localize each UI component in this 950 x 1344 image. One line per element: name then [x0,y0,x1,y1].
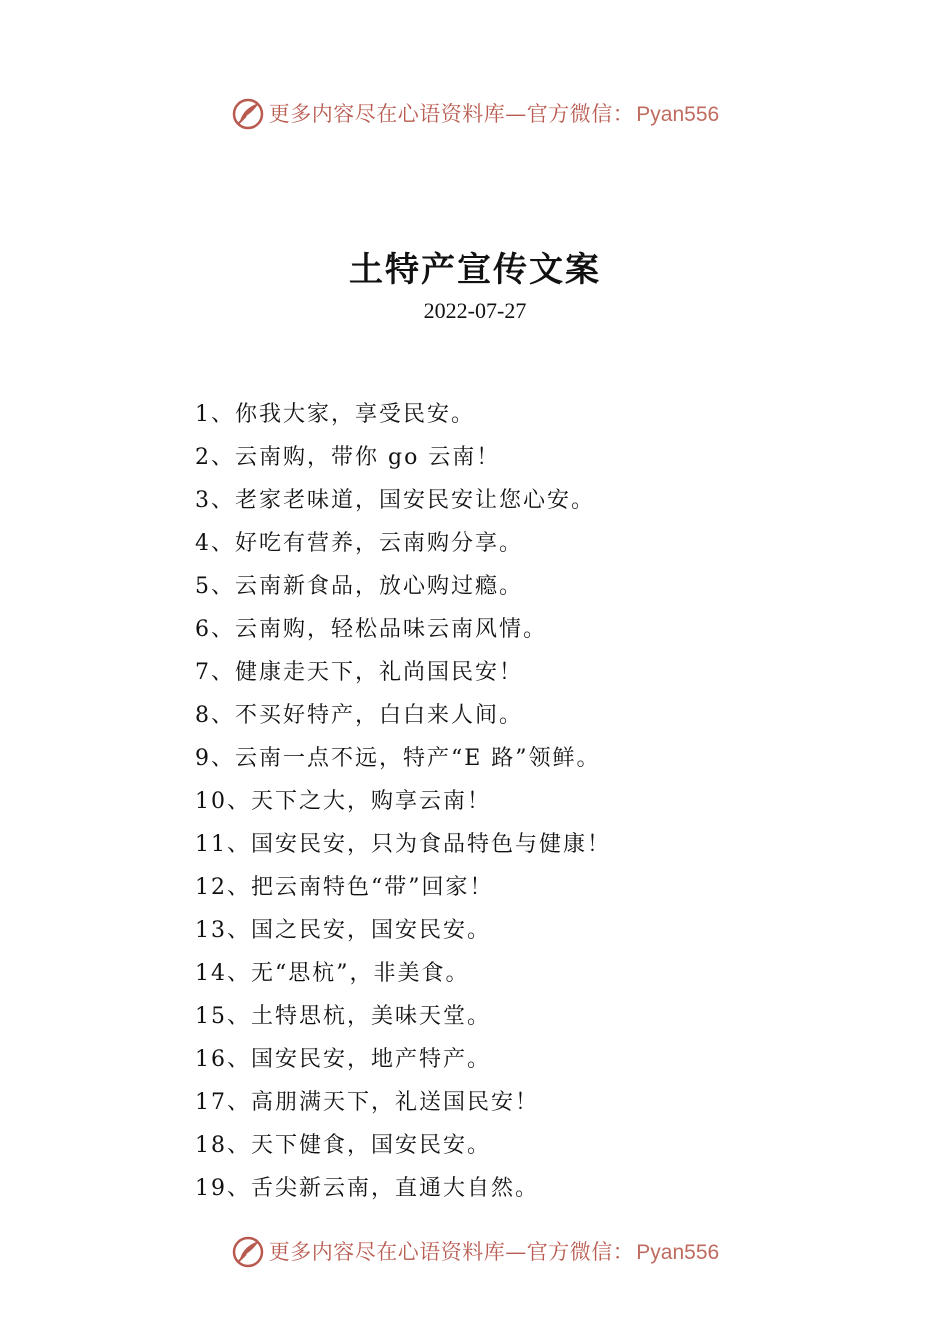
slogan-list [195,393,611,1210]
quill-logo-icon [231,1235,265,1269]
quill-logo-icon [231,97,265,131]
slogan-item: 4、好吃有营养，云南购分享。 [195,531,523,556]
slogan-item: 7、健康走天下，礼尚国民安！ [195,660,523,685]
slogan-item: 18、天下健食，国安民安。 [195,1133,491,1158]
slogan-item: 8、不买好特产，白白来人间。 [195,703,523,728]
slogan-item: 5、云南新食品，放心购过瘾。 [195,574,523,599]
watermark-text: 更多内容尽在心语资料库—官方微信： [268,101,635,126]
footer-watermark [0,1232,950,1272]
slogan-item: 19、舌尖新云南，直通大自然。 [195,1176,539,1201]
slogan-item: 12、把云南特色“带”回家！ [195,875,494,900]
slogan-item: 14、无“思杭”，非美食。 [195,961,470,986]
slogan-item: 6、云南购，轻松品味云南风情。 [195,617,547,642]
slogan-item: 17、高朋满天下，礼送国民安！ [195,1090,539,1115]
document-date: 2022-07-27 [423,298,527,323]
slogan-item: 3、老家老味道，国安民安让您心安。 [195,488,595,513]
slogan-item: 15、土特思杭，美味天堂。 [195,1004,491,1029]
watermark-wechat-id: Pyan556 [636,102,720,126]
slogan-item: 13、国之民安，国安民安。 [195,918,491,943]
watermark-text: 更多内容尽在心语资料库—官方微信： [268,1239,635,1264]
watermark-wechat-id: Pyan556 [636,1240,720,1264]
slogan-item: 11、国安民安，只为食品特色与健康！ [195,832,611,857]
slogan-item: 9、云南一点不远，特产“E 路”领鲜。 [195,746,601,771]
slogan-item: 10、天下之大，购享云南！ [195,789,491,814]
slogan-item: 2、云南购，带你 go 云南！ [195,445,501,470]
document-title: 土特产宣传文案 [349,250,601,290]
slogan-item: 1、你我大家，享受民安。 [195,402,475,427]
slogan-item: 16、国安民安，地产特产。 [195,1047,491,1072]
header-watermark [0,94,950,134]
